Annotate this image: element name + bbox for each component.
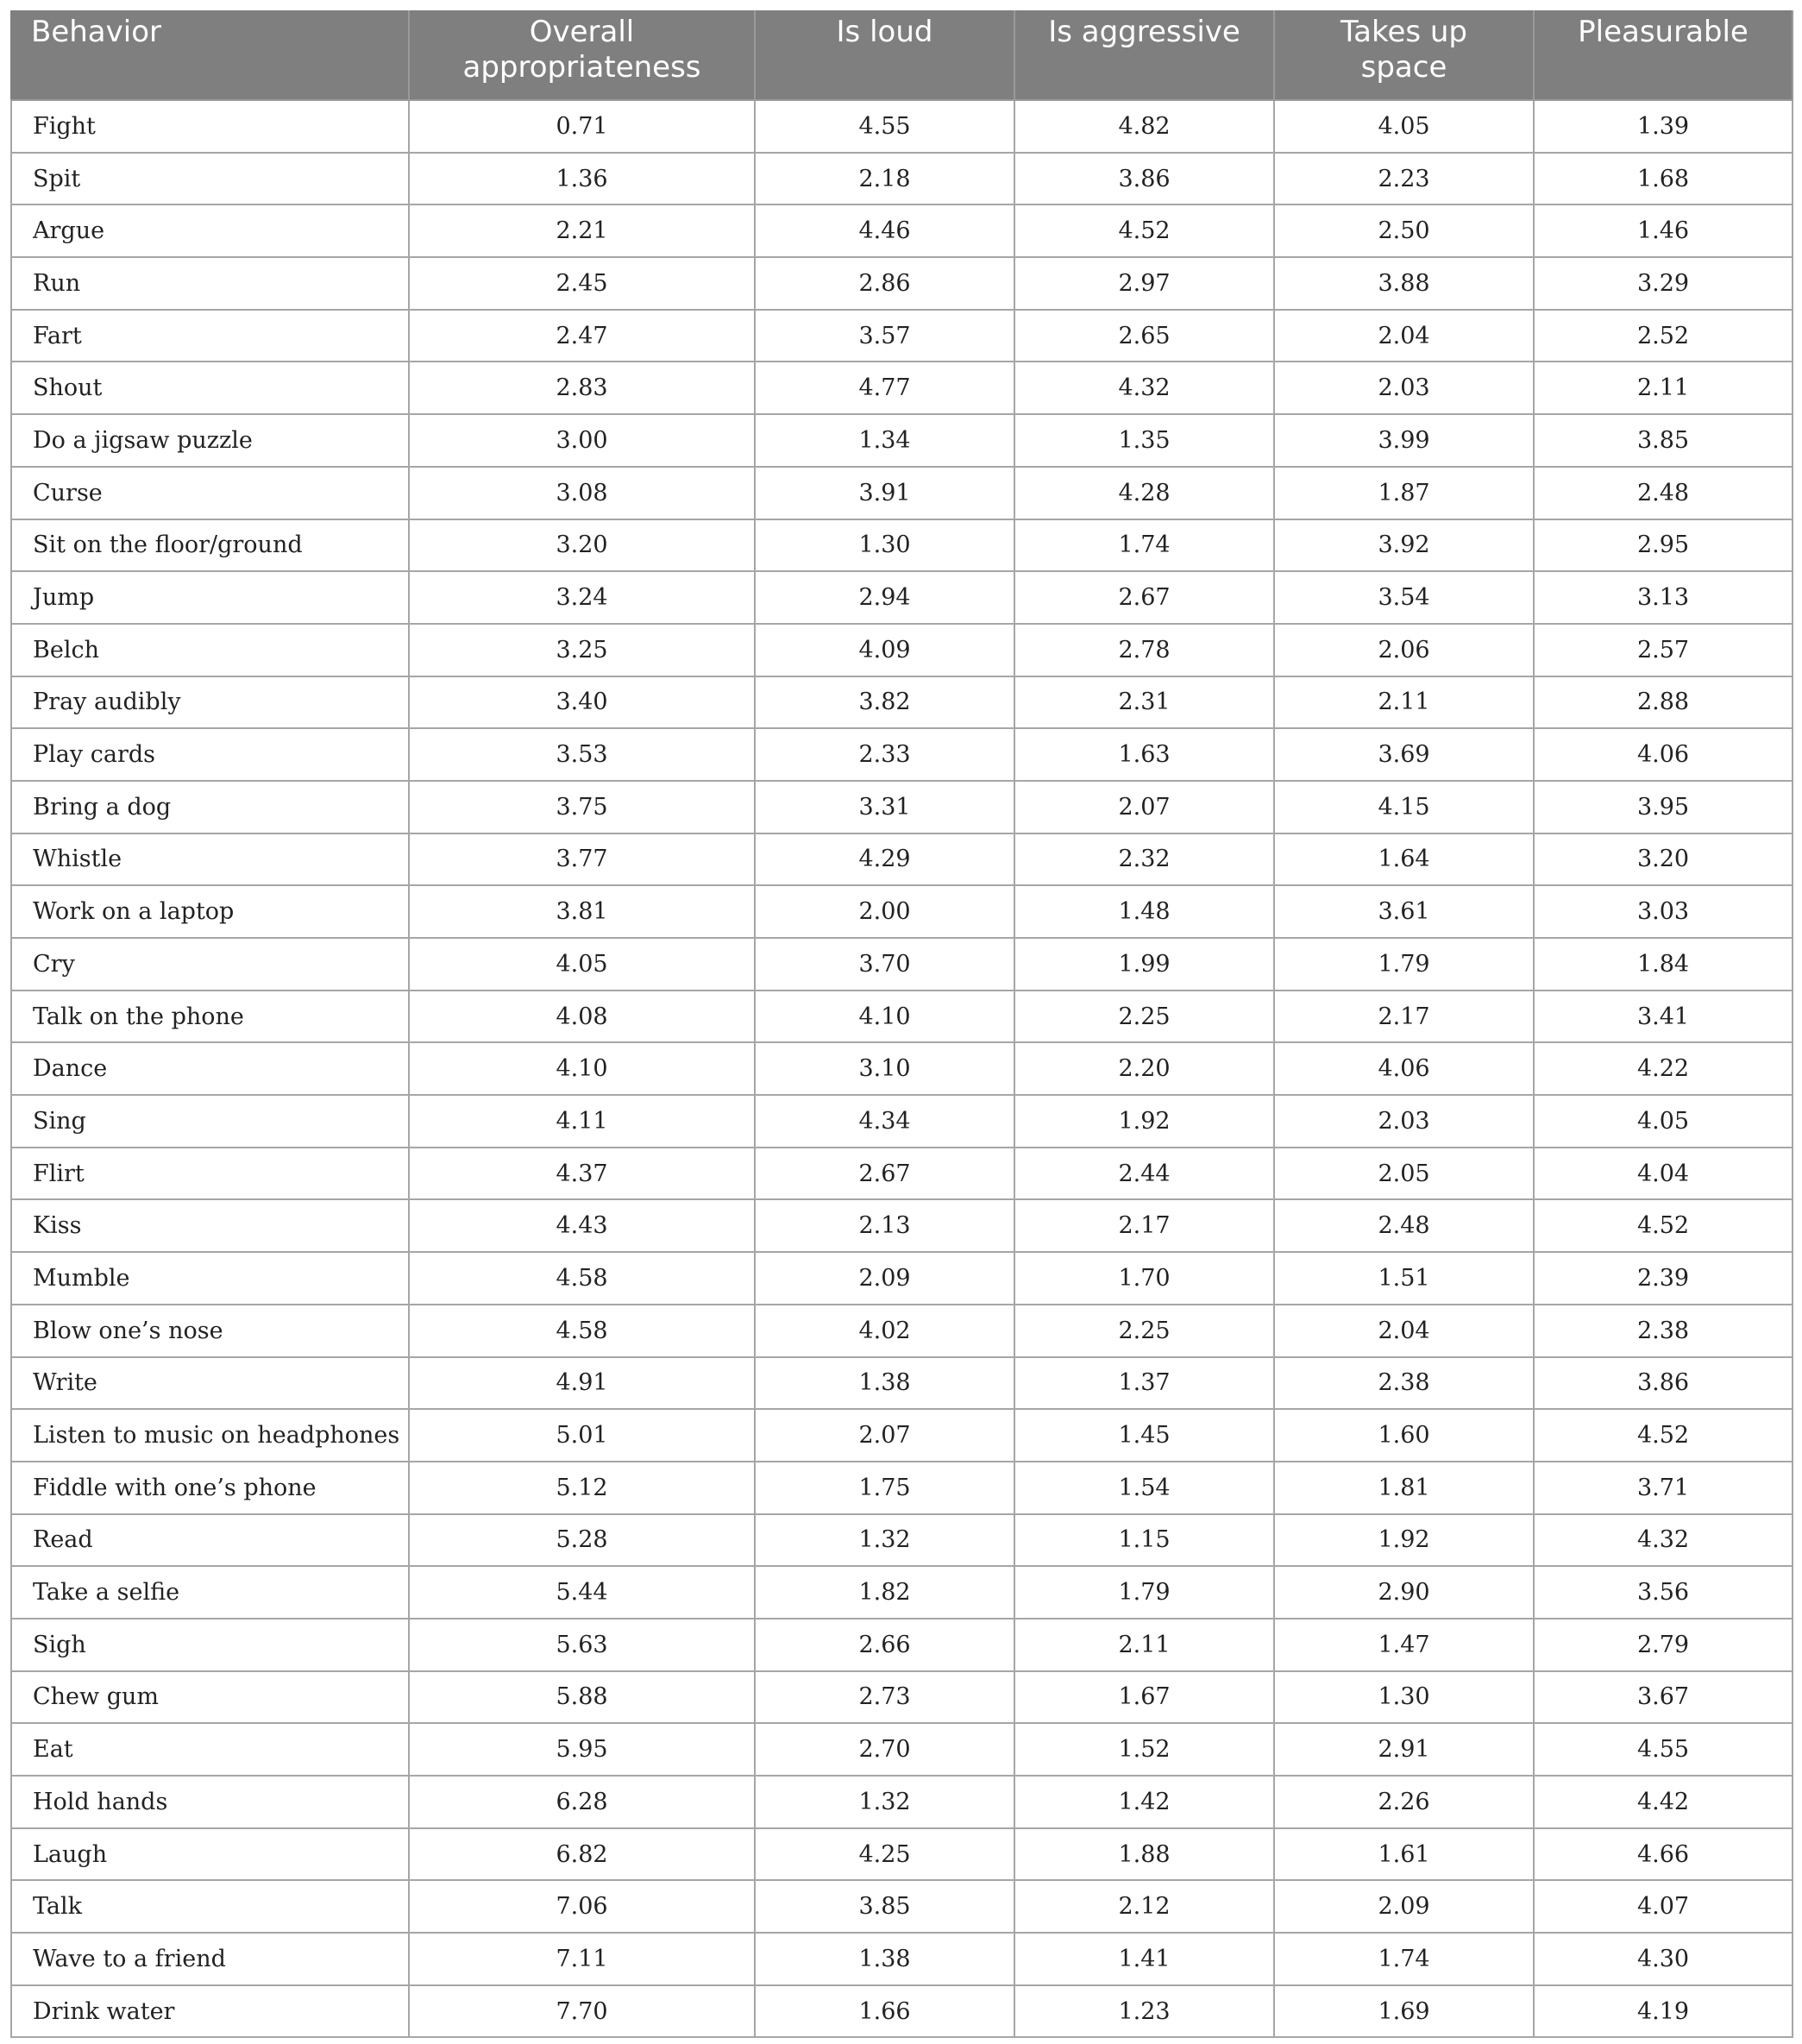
cell-behavior: Spit [11,153,409,205]
cell-overall-appropriateness: 4.10 [409,1042,755,1095]
cell-overall-appropriateness: 4.58 [409,1305,755,1357]
cell-overall-appropriateness: 7.70 [409,1985,755,2038]
cell-takes-up-space: 3.54 [1274,571,1534,624]
cell-is-loud: 1.30 [755,519,1014,572]
cell-behavior: Argue [11,204,409,257]
table-row [11,833,1793,886]
cell-pleasurable: 3.95 [1534,781,1793,833]
cell-is-aggressive: 1.88 [1014,1828,1274,1881]
cell-overall-appropriateness: 4.43 [409,1199,755,1252]
cell-behavior: Sit on the floor/ground [11,519,409,572]
cell-is-loud: 1.32 [755,1776,1014,1828]
table-row [11,1933,1793,1985]
cell-is-aggressive: 2.25 [1014,1305,1274,1357]
cell-overall-appropriateness: 0.71 [409,100,755,153]
cell-behavior: Listen to music on headphones [11,1409,409,1462]
table-row [11,467,1793,519]
cell-takes-up-space: 1.81 [1274,1462,1534,1514]
cell-pleasurable: 2.57 [1534,624,1793,676]
cell-is-aggressive: 1.67 [1014,1671,1274,1724]
cell-overall-appropriateness: 3.08 [409,467,755,519]
table-row [11,1462,1793,1514]
cell-pleasurable: 3.85 [1534,414,1793,467]
cell-pleasurable: 1.68 [1534,153,1793,205]
cell-takes-up-space: 2.90 [1274,1566,1534,1619]
cell-behavior: Read [11,1514,409,1567]
table-header [11,11,1793,100]
cell-is-loud: 1.82 [755,1566,1014,1619]
cell-behavior: Fight [11,100,409,153]
cell-is-aggressive: 4.28 [1014,467,1274,519]
cell-is-loud: 4.10 [755,991,1014,1043]
cell-pleasurable: 3.03 [1534,885,1793,938]
cell-behavior: Chew gum [11,1671,409,1724]
cell-behavior: Curse [11,467,409,519]
cell-is-aggressive: 2.25 [1014,991,1274,1043]
header-label: Is loud [836,15,933,49]
cell-is-aggressive: 1.92 [1014,1095,1274,1148]
cell-is-loud: 1.38 [755,1933,1014,1985]
cell-pleasurable: 4.52 [1534,1409,1793,1462]
cell-is-loud: 2.70 [755,1723,1014,1776]
cell-pleasurable: 1.46 [1534,204,1793,257]
cell-takes-up-space: 2.23 [1274,153,1534,205]
cell-pleasurable: 2.39 [1534,1252,1793,1305]
cell-behavior: Take a selfie [11,1566,409,1619]
header-behavior [11,11,409,100]
table-row [11,153,1793,205]
table-row [11,1148,1793,1200]
cell-is-loud: 2.73 [755,1671,1014,1724]
cell-is-aggressive: 4.82 [1014,100,1274,153]
cell-is-loud: 3.91 [755,467,1014,519]
cell-is-aggressive: 2.67 [1014,571,1274,624]
cell-overall-appropriateness: 2.21 [409,204,755,257]
cell-is-aggressive: 1.63 [1014,728,1274,781]
cell-is-loud: 1.66 [755,1985,1014,2038]
cell-is-aggressive: 2.17 [1014,1199,1274,1252]
header-is-aggressive [1014,11,1274,100]
cell-is-loud: 4.77 [755,362,1014,414]
cell-is-aggressive: 2.78 [1014,624,1274,676]
cell-is-aggressive: 4.32 [1014,362,1274,414]
cell-takes-up-space: 4.05 [1274,100,1534,153]
cell-pleasurable: 4.07 [1534,1880,1793,1933]
cell-pleasurable: 2.88 [1534,676,1793,729]
cell-is-aggressive: 1.70 [1014,1252,1274,1305]
cell-takes-up-space: 2.91 [1274,1723,1534,1776]
table-body [11,100,1793,2037]
cell-is-aggressive: 2.44 [1014,1148,1274,1200]
table-row [11,1252,1793,1305]
cell-is-aggressive: 2.11 [1014,1619,1274,1671]
cell-is-aggressive: 4.52 [1014,204,1274,257]
cell-behavior: Bring a dog [11,781,409,833]
cell-pleasurable: 2.48 [1534,467,1793,519]
cell-pleasurable: 3.67 [1534,1671,1793,1724]
table-row [11,310,1793,362]
cell-takes-up-space: 3.99 [1274,414,1534,467]
cell-is-aggressive: 1.45 [1014,1409,1274,1462]
cell-overall-appropriateness: 5.01 [409,1409,755,1462]
cell-overall-appropriateness: 4.05 [409,938,755,991]
cell-is-loud: 3.85 [755,1880,1014,1933]
cell-is-loud: 4.34 [755,1095,1014,1148]
header-overall-appropriateness [409,11,755,100]
table-row [11,204,1793,257]
table-row [11,1409,1793,1462]
table-row [11,991,1793,1043]
cell-overall-appropriateness: 7.06 [409,1880,755,1933]
table-row [11,1357,1793,1410]
table-row [11,938,1793,991]
cell-takes-up-space: 2.03 [1274,362,1534,414]
cell-pleasurable: 4.19 [1534,1985,1793,2038]
cell-behavior: Talk on the phone [11,991,409,1043]
cell-pleasurable: 4.30 [1534,1933,1793,1985]
cell-overall-appropriateness: 4.11 [409,1095,755,1148]
cell-overall-appropriateness: 3.81 [409,885,755,938]
cell-pleasurable: 2.52 [1534,310,1793,362]
cell-pleasurable: 4.42 [1534,1776,1793,1828]
cell-takes-up-space: 3.92 [1274,519,1534,572]
cell-takes-up-space: 1.79 [1274,938,1534,991]
cell-takes-up-space: 4.06 [1274,1042,1534,1095]
cell-overall-appropriateness: 3.20 [409,519,755,572]
table-row [11,100,1793,153]
header-label: Takes up space [1340,15,1468,85]
cell-is-loud: 3.10 [755,1042,1014,1095]
header-row [11,11,1793,100]
header-is-loud [755,11,1014,100]
cell-is-aggressive: 2.20 [1014,1042,1274,1095]
table-row [11,571,1793,624]
cell-pleasurable: 4.66 [1534,1828,1793,1881]
cell-is-loud: 2.09 [755,1252,1014,1305]
cell-pleasurable: 3.20 [1534,833,1793,886]
table-row [11,728,1793,781]
table-row [11,362,1793,414]
cell-is-loud: 1.38 [755,1357,1014,1410]
table-row [11,519,1793,572]
cell-overall-appropriateness: 3.40 [409,676,755,729]
cell-is-loud: 2.13 [755,1199,1014,1252]
table-row [11,257,1793,310]
header-takes-up-space [1274,11,1534,100]
cell-takes-up-space: 2.17 [1274,991,1534,1043]
table-row [11,1880,1793,1933]
cell-behavior: Wave to a friend [11,1933,409,1985]
table-row [11,1619,1793,1671]
header-pleasurable [1534,11,1793,100]
cell-takes-up-space: 2.11 [1274,676,1534,729]
cell-overall-appropriateness: 5.95 [409,1723,755,1776]
cell-is-loud: 4.25 [755,1828,1014,1881]
behavior-ratings-table [10,10,1793,2038]
cell-pleasurable: 2.11 [1534,362,1793,414]
cell-overall-appropriateness: 4.37 [409,1148,755,1200]
cell-is-loud: 4.29 [755,833,1014,886]
cell-is-loud: 2.94 [755,571,1014,624]
cell-takes-up-space: 1.69 [1274,1985,1534,2038]
cell-takes-up-space: 2.04 [1274,1305,1534,1357]
table-row [11,1828,1793,1881]
cell-pleasurable: 4.06 [1534,728,1793,781]
table-row [11,414,1793,467]
cell-takes-up-space: 3.88 [1274,257,1534,310]
cell-behavior: Whistle [11,833,409,886]
cell-pleasurable: 2.79 [1534,1619,1793,1671]
cell-is-loud: 2.07 [755,1409,1014,1462]
cell-is-loud: 1.34 [755,414,1014,467]
cell-is-loud: 3.82 [755,676,1014,729]
cell-behavior: Kiss [11,1199,409,1252]
cell-is-loud: 3.57 [755,310,1014,362]
table-row [11,1305,1793,1357]
cell-is-aggressive: 1.37 [1014,1357,1274,1410]
cell-behavior: Cry [11,938,409,991]
cell-takes-up-space: 2.05 [1274,1148,1534,1200]
cell-takes-up-space: 2.06 [1274,624,1534,676]
cell-behavior: Sigh [11,1619,409,1671]
cell-pleasurable: 3.56 [1534,1566,1793,1619]
cell-is-loud: 3.31 [755,781,1014,833]
cell-takes-up-space: 2.09 [1274,1880,1534,1933]
header-label: Overall appropriateness [462,15,701,85]
cell-takes-up-space: 4.15 [1274,781,1534,833]
cell-behavior: Belch [11,624,409,676]
table-row [11,1776,1793,1828]
cell-is-aggressive: 1.79 [1014,1566,1274,1619]
cell-is-loud: 4.02 [755,1305,1014,1357]
cell-overall-appropriateness: 2.83 [409,362,755,414]
cell-overall-appropriateness: 6.82 [409,1828,755,1881]
cell-pleasurable: 4.22 [1534,1042,1793,1095]
cell-behavior: Play cards [11,728,409,781]
cell-pleasurable: 4.32 [1534,1514,1793,1567]
cell-takes-up-space: 2.26 [1274,1776,1534,1828]
cell-behavior: Dance [11,1042,409,1095]
table-row [11,1095,1793,1148]
table-row [11,624,1793,676]
table-row [11,676,1793,729]
cell-behavior: Sing [11,1095,409,1148]
cell-takes-up-space: 1.61 [1274,1828,1534,1881]
cell-overall-appropriateness: 4.08 [409,991,755,1043]
cell-takes-up-space: 2.38 [1274,1357,1534,1410]
cell-pleasurable: 3.71 [1534,1462,1793,1514]
cell-pleasurable: 4.55 [1534,1723,1793,1776]
cell-is-loud: 2.67 [755,1148,1014,1200]
cell-pleasurable: 3.13 [1534,571,1793,624]
cell-is-aggressive: 1.35 [1014,414,1274,467]
cell-is-loud: 1.75 [755,1462,1014,1514]
cell-overall-appropriateness: 5.28 [409,1514,755,1567]
cell-is-aggressive: 1.54 [1014,1462,1274,1514]
cell-is-aggressive: 2.12 [1014,1880,1274,1933]
cell-overall-appropriateness: 3.25 [409,624,755,676]
cell-is-loud: 4.09 [755,624,1014,676]
cell-pleasurable: 1.84 [1534,938,1793,991]
cell-takes-up-space: 1.87 [1274,467,1534,519]
table-row [11,781,1793,833]
cell-pleasurable: 3.41 [1534,991,1793,1043]
table-row [11,885,1793,938]
cell-pleasurable: 1.39 [1534,100,1793,153]
cell-pleasurable: 4.52 [1534,1199,1793,1252]
cell-is-loud: 2.66 [755,1619,1014,1671]
cell-pleasurable: 4.04 [1534,1148,1793,1200]
cell-pleasurable: 3.29 [1534,257,1793,310]
cell-overall-appropriateness: 2.47 [409,310,755,362]
cell-pleasurable: 2.38 [1534,1305,1793,1357]
table-row [11,1514,1793,1567]
table-row [11,1723,1793,1776]
cell-is-loud: 4.55 [755,100,1014,153]
cell-is-aggressive: 1.74 [1014,519,1274,572]
cell-overall-appropriateness: 3.00 [409,414,755,467]
table-row [11,1042,1793,1095]
header-label: Is aggressive [1048,15,1240,49]
cell-behavior: Mumble [11,1252,409,1305]
cell-takes-up-space: 1.92 [1274,1514,1534,1567]
cell-behavior: Drink water [11,1985,409,2038]
table-row [11,1199,1793,1252]
cell-is-loud: 1.32 [755,1514,1014,1567]
cell-overall-appropriateness: 5.44 [409,1566,755,1619]
cell-behavior: Work on a laptop [11,885,409,938]
cell-is-aggressive: 1.41 [1014,1933,1274,1985]
cell-behavior: Eat [11,1723,409,1776]
cell-behavior: Pray audibly [11,676,409,729]
cell-overall-appropriateness: 2.45 [409,257,755,310]
header-label: Pleasurable [1578,15,1749,49]
cell-overall-appropriateness: 3.75 [409,781,755,833]
table-row [11,1985,1793,2038]
table-row [11,1566,1793,1619]
cell-is-loud: 3.70 [755,938,1014,991]
cell-overall-appropriateness: 4.58 [409,1252,755,1305]
cell-takes-up-space: 2.50 [1274,204,1534,257]
cell-behavior: Talk [11,1880,409,1933]
cell-takes-up-space: 1.60 [1274,1409,1534,1462]
cell-takes-up-space: 2.48 [1274,1199,1534,1252]
header-label: Behavior [31,15,161,49]
cell-pleasurable: 4.05 [1534,1095,1793,1148]
cell-overall-appropriateness: 1.36 [409,153,755,205]
cell-behavior: Do a jigsaw puzzle [11,414,409,467]
cell-overall-appropriateness: 3.77 [409,833,755,886]
table-row [11,1671,1793,1724]
cell-is-aggressive: 1.23 [1014,1985,1274,2038]
cell-overall-appropriateness: 3.24 [409,571,755,624]
cell-overall-appropriateness: 4.91 [409,1357,755,1410]
cell-is-aggressive: 2.31 [1014,676,1274,729]
cell-overall-appropriateness: 5.88 [409,1671,755,1724]
cell-is-aggressive: 2.32 [1014,833,1274,886]
cell-takes-up-space: 2.03 [1274,1095,1534,1148]
cell-takes-up-space: 1.47 [1274,1619,1534,1671]
cell-is-aggressive: 1.99 [1014,938,1274,991]
cell-takes-up-space: 3.61 [1274,885,1534,938]
cell-is-loud: 2.86 [755,257,1014,310]
cell-overall-appropriateness: 3.53 [409,728,755,781]
cell-is-aggressive: 1.15 [1014,1514,1274,1567]
cell-overall-appropriateness: 7.11 [409,1933,755,1985]
cell-is-aggressive: 2.07 [1014,781,1274,833]
cell-behavior: Fart [11,310,409,362]
cell-behavior: Jump [11,571,409,624]
cell-is-aggressive: 2.65 [1014,310,1274,362]
cell-is-loud: 2.00 [755,885,1014,938]
cell-takes-up-space: 1.30 [1274,1671,1534,1724]
cell-is-loud: 2.18 [755,153,1014,205]
cell-behavior: Shout [11,362,409,414]
cell-takes-up-space: 1.74 [1274,1933,1534,1985]
cell-takes-up-space: 2.04 [1274,310,1534,362]
cell-behavior: Laugh [11,1828,409,1881]
cell-overall-appropriateness: 5.12 [409,1462,755,1514]
cell-takes-up-space: 1.64 [1274,833,1534,886]
cell-overall-appropriateness: 6.28 [409,1776,755,1828]
cell-behavior: Flirt [11,1148,409,1200]
cell-is-aggressive: 1.42 [1014,1776,1274,1828]
cell-behavior: Write [11,1357,409,1410]
cell-behavior: Blow one’s nose [11,1305,409,1357]
cell-is-aggressive: 1.52 [1014,1723,1274,1776]
cell-pleasurable: 2.95 [1534,519,1793,572]
cell-is-aggressive: 3.86 [1014,153,1274,205]
cell-pleasurable: 3.86 [1534,1357,1793,1410]
cell-is-loud: 4.46 [755,204,1014,257]
cell-is-aggressive: 2.97 [1014,257,1274,310]
cell-takes-up-space: 1.51 [1274,1252,1534,1305]
cell-overall-appropriateness: 5.63 [409,1619,755,1671]
cell-behavior: Fiddle with one’s phone [11,1462,409,1514]
cell-takes-up-space: 3.69 [1274,728,1534,781]
cell-is-loud: 2.33 [755,728,1014,781]
cell-behavior: Hold hands [11,1776,409,1828]
cell-is-aggressive: 1.48 [1014,885,1274,938]
cell-behavior: Run [11,257,409,310]
